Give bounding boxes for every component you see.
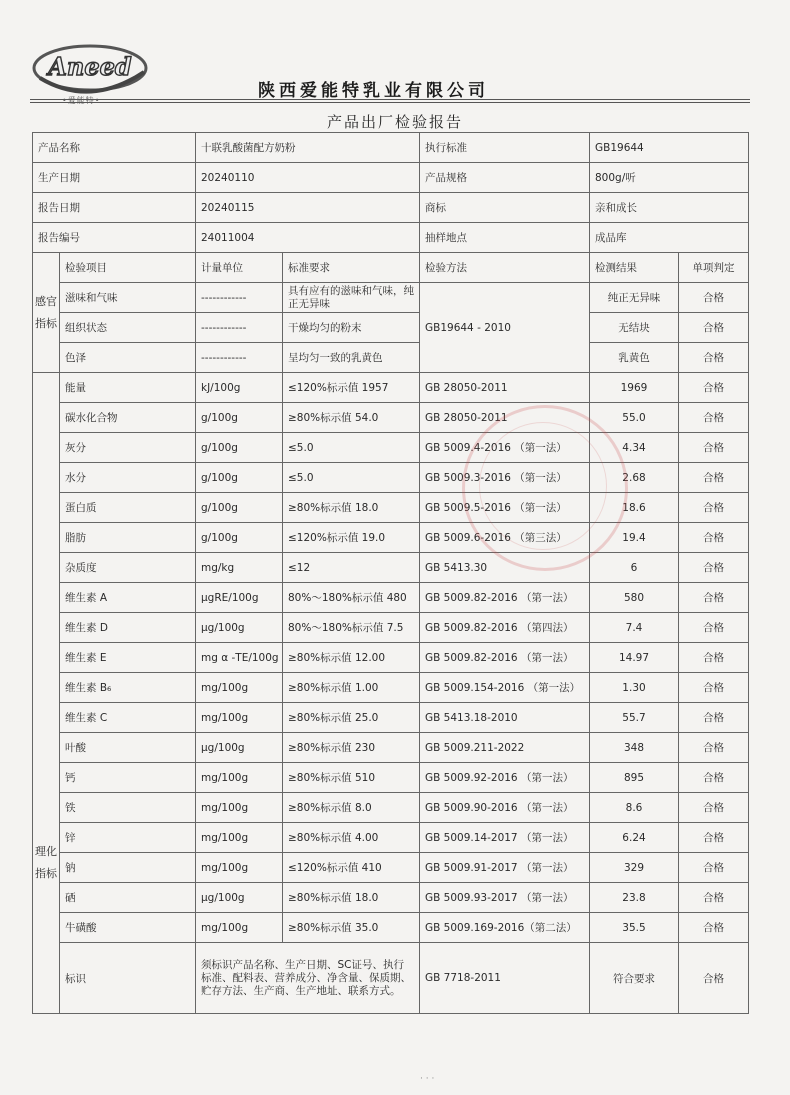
label-requirement-row — [33, 943, 749, 1014]
info-value: 20240115 — [196, 193, 420, 223]
info-row — [33, 163, 749, 193]
unit: ------------ — [196, 343, 283, 373]
unit: mg/kg — [196, 553, 283, 583]
item-name: 碳水化合物 — [60, 403, 196, 433]
method: GB 5009.211-2022 — [420, 733, 590, 763]
info-label: 商标 — [420, 193, 590, 223]
unit: ------------ — [196, 283, 283, 313]
verdict: 合格 — [679, 733, 749, 763]
result: 6.24 — [590, 823, 679, 853]
unit: mg/100g — [196, 853, 283, 883]
requirement: ≥80%标示值 510 — [283, 763, 420, 793]
column-header-result: 检测结果 — [590, 253, 679, 283]
physchem-row — [33, 673, 749, 703]
physchem-row — [33, 643, 749, 673]
info-row — [33, 223, 749, 253]
method: GB 5009.14-2017 （第一法） — [420, 823, 590, 853]
physchem-row — [33, 853, 749, 883]
unit: mg/100g — [196, 793, 283, 823]
method: GB 5009.82-2016 （第一法） — [420, 583, 590, 613]
method: GB 5009.93-2017 （第一法） — [420, 883, 590, 913]
physchem-row — [33, 733, 749, 763]
unit: mg/100g — [196, 703, 283, 733]
requirement: 干燥均匀的粉末 — [283, 313, 420, 343]
result: 2.68 — [590, 463, 679, 493]
requirement: 呈均匀一致的乳黄色 — [283, 343, 420, 373]
item-name: 蛋白质 — [60, 493, 196, 523]
unit: mg α -TE/100g — [196, 643, 283, 673]
method: GB 5009.82-2016 （第一法） — [420, 643, 590, 673]
info-label: 抽样地点 — [420, 223, 590, 253]
physchem-row — [33, 433, 749, 463]
unit: kJ/100g — [196, 373, 283, 403]
header-rule-bottom — [30, 102, 750, 103]
result: 329 — [590, 853, 679, 883]
item-name: 铁 — [60, 793, 196, 823]
requirement: ≤5.0 — [283, 433, 420, 463]
result: 乳黄色 — [590, 343, 679, 373]
sensory-category: 感官指标 — [33, 253, 60, 373]
method: GB 5009.3-2016 （第一法） — [420, 463, 590, 493]
method: GB 5009.6-2016 （第三法） — [420, 523, 590, 553]
requirement: ≤5.0 — [283, 463, 420, 493]
verdict: 合格 — [679, 643, 749, 673]
item-name: 钙 — [60, 763, 196, 793]
info-value: 成品库 — [590, 223, 749, 253]
physchem-row — [33, 463, 749, 493]
result: 6 — [590, 553, 679, 583]
verdict: 合格 — [679, 283, 749, 313]
item-name: 钠 — [60, 853, 196, 883]
verdict: 合格 — [679, 673, 749, 703]
unit: mg/100g — [196, 673, 283, 703]
company-name: 陕西爱能特乳业有限公司 — [258, 81, 489, 101]
requirement: ≥80%标示值 54.0 — [283, 403, 420, 433]
result: 895 — [590, 763, 679, 793]
column-header-item: 检验项目 — [60, 253, 196, 283]
physchem-row — [33, 613, 749, 643]
item-name: 锌 — [60, 823, 196, 853]
unit: ------------ — [196, 313, 283, 343]
verdict: 合格 — [679, 463, 749, 493]
method: GB 5009.4-2016 （第一法） — [420, 433, 590, 463]
unit: g/100g — [196, 493, 283, 523]
result: 18.6 — [590, 493, 679, 523]
requirement: ≥80%标示值 4.00 — [283, 823, 420, 853]
sensory-header-row — [33, 253, 749, 283]
item-name: 标识 — [60, 943, 196, 1014]
page-footer-mark: · · · — [420, 1074, 435, 1084]
requirement: ≥80%标示值 35.0 — [283, 913, 420, 943]
sensory-method: GB19644 - 2010 — [420, 283, 590, 373]
result: 1969 — [590, 373, 679, 403]
item-name: 色泽 — [60, 343, 196, 373]
result: 8.6 — [590, 793, 679, 823]
requirement: ≥80%标示值 1.00 — [283, 673, 420, 703]
item-name: 滋味和气味 — [60, 283, 196, 313]
unit: μg/100g — [196, 883, 283, 913]
verdict: 合格 — [679, 493, 749, 523]
requirement: ≥80%标示值 12.00 — [283, 643, 420, 673]
verdict: 合格 — [679, 523, 749, 553]
verdict: 合格 — [679, 313, 749, 343]
requirement: ≥80%标示值 25.0 — [283, 703, 420, 733]
item-name: 杂质度 — [60, 553, 196, 583]
method: GB 5009.90-2016 （第一法） — [420, 793, 590, 823]
verdict: 合格 — [679, 703, 749, 733]
verdict: 合格 — [679, 343, 749, 373]
physchem-row — [33, 793, 749, 823]
physchem-row — [33, 883, 749, 913]
result: 4.34 — [590, 433, 679, 463]
result: 23.8 — [590, 883, 679, 913]
requirement: 80%～180%标示值 480 — [283, 583, 420, 613]
method: GB 5009.92-2016 （第一法） — [420, 763, 590, 793]
result: 348 — [590, 733, 679, 763]
physchem-row — [33, 703, 749, 733]
logo-subtext: •爱能特• — [62, 96, 101, 105]
requirement: ≥80%标示值 8.0 — [283, 793, 420, 823]
unit: g/100g — [196, 463, 283, 493]
requirement: ≤120%标示值 19.0 — [283, 523, 420, 553]
requirement: 具有应有的滋味和气味，纯正无异味 — [283, 283, 420, 313]
verdict: 合格 — [679, 823, 749, 853]
verdict: 合格 — [679, 433, 749, 463]
requirement: 须标识产品名称、生产日期、SC证号、执行标准、配料表、营养成分、净含量、保质期、贮存方法、生产商、生产地址、联系方式。 — [196, 943, 420, 1014]
verdict: 合格 — [679, 853, 749, 883]
verdict: 合格 — [679, 583, 749, 613]
method: GB 28050-2011 — [420, 373, 590, 403]
item-name: 灰分 — [60, 433, 196, 463]
requirement: ≤120%标示值 410 — [283, 853, 420, 883]
physchem-row — [33, 583, 749, 613]
unit: mg/100g — [196, 763, 283, 793]
verdict: 合格 — [679, 403, 749, 433]
physchem-row — [33, 403, 749, 433]
item-name: 组织状态 — [60, 313, 196, 343]
item-name: 维生素 C — [60, 703, 196, 733]
verdict: 合格 — [679, 613, 749, 643]
unit: μg/100g — [196, 733, 283, 763]
unit: g/100g — [196, 403, 283, 433]
verdict: 合格 — [679, 553, 749, 583]
physchem-row — [33, 523, 749, 553]
info-label: 报告日期 — [33, 193, 196, 223]
physchem-row — [33, 373, 749, 403]
info-row — [33, 133, 749, 163]
logo-wordmark: Aneed — [48, 52, 132, 81]
item-name: 硒 — [60, 883, 196, 913]
requirement: ≥80%标示值 230 — [283, 733, 420, 763]
item-name: 叶酸 — [60, 733, 196, 763]
method: GB 5009.154-2016 （第一法） — [420, 673, 590, 703]
requirement: ≤12 — [283, 553, 420, 583]
method: GB 7718-2011 — [420, 943, 590, 1014]
physchem-row — [33, 913, 749, 943]
sensory-row — [33, 283, 749, 313]
verdict: 合格 — [679, 373, 749, 403]
result: 14.97 — [590, 643, 679, 673]
result: 纯正无异味 — [590, 283, 679, 313]
result: 符合要求 — [590, 943, 679, 1014]
info-label: 生产日期 — [33, 163, 196, 193]
info-value: 十联乳酸菌配方奶粉 — [196, 133, 420, 163]
method: GB 5413.30 — [420, 553, 590, 583]
requirement: ≤120%标示值 1957 — [283, 373, 420, 403]
requirement: ≥80%标示值 18.0 — [283, 493, 420, 523]
item-name: 维生素 E — [60, 643, 196, 673]
method: GB 5009.5-2016 （第一法） — [420, 493, 590, 523]
report-title: 产品出厂检验报告 — [326, 113, 463, 131]
unit: g/100g — [196, 523, 283, 553]
unit: mg/100g — [196, 823, 283, 853]
physchem-row — [33, 823, 749, 853]
header-rule-top — [30, 99, 750, 100]
result: 580 — [590, 583, 679, 613]
item-name: 水分 — [60, 463, 196, 493]
column-header-unit: 计量单位 — [196, 253, 283, 283]
item-name: 维生素 A — [60, 583, 196, 613]
info-value: 20240110 — [196, 163, 420, 193]
verdict: 合格 — [679, 943, 749, 1014]
method: GB 5413.18-2010 — [420, 703, 590, 733]
item-name: 维生素 B₆ — [60, 673, 196, 703]
sensory-row — [33, 343, 749, 373]
verdict: 合格 — [679, 913, 749, 943]
requirement: ≥80%标示值 18.0 — [283, 883, 420, 913]
unit: g/100g — [196, 433, 283, 463]
info-value: 800g/听 — [590, 163, 749, 193]
unit: mg/100g — [196, 913, 283, 943]
unit: μgRE/100g — [196, 583, 283, 613]
result: 无结块 — [590, 313, 679, 343]
info-value: 亲和成长 — [590, 193, 749, 223]
item-name: 牛磺酸 — [60, 913, 196, 943]
physchem-row — [33, 553, 749, 583]
info-label: 执行标准 — [420, 133, 590, 163]
method: GB 28050-2011 — [420, 403, 590, 433]
verdict: 合格 — [679, 883, 749, 913]
result: 7.4 — [590, 613, 679, 643]
item-name: 维生素 D — [60, 613, 196, 643]
column-header-method: 检验方法 — [420, 253, 590, 283]
result: 55.0 — [590, 403, 679, 433]
verdict: 合格 — [679, 793, 749, 823]
result: 55.7 — [590, 703, 679, 733]
info-label: 产品规格 — [420, 163, 590, 193]
method: GB 5009.91-2017 （第一法） — [420, 853, 590, 883]
column-header-requirement: 标准要求 — [283, 253, 420, 283]
method: GB 5009.169-2016（第二法） — [420, 913, 590, 943]
result: 19.4 — [590, 523, 679, 553]
physchem-row — [33, 493, 749, 523]
info-label: 产品名称 — [33, 133, 196, 163]
info-row — [33, 193, 749, 223]
sensory-row — [33, 313, 749, 343]
verdict: 合格 — [679, 763, 749, 793]
physchem-row — [33, 763, 749, 793]
result: 35.5 — [590, 913, 679, 943]
inspection-table-body — [33, 133, 749, 1014]
unit: μg/100g — [196, 613, 283, 643]
method: GB 5009.82-2016 （第四法） — [420, 613, 590, 643]
column-header-verdict: 单项判定 — [679, 253, 749, 283]
physchem-category: 理化指标 — [33, 373, 60, 1014]
info-value: 24011004 — [196, 223, 420, 253]
item-name: 能量 — [60, 373, 196, 403]
requirement: 80%～180%标示值 7.5 — [283, 613, 420, 643]
info-value: GB19644 — [590, 133, 749, 163]
item-name: 脂肪 — [60, 523, 196, 553]
info-label: 报告编号 — [33, 223, 196, 253]
result: 1.30 — [590, 673, 679, 703]
inspection-table — [32, 132, 749, 1014]
